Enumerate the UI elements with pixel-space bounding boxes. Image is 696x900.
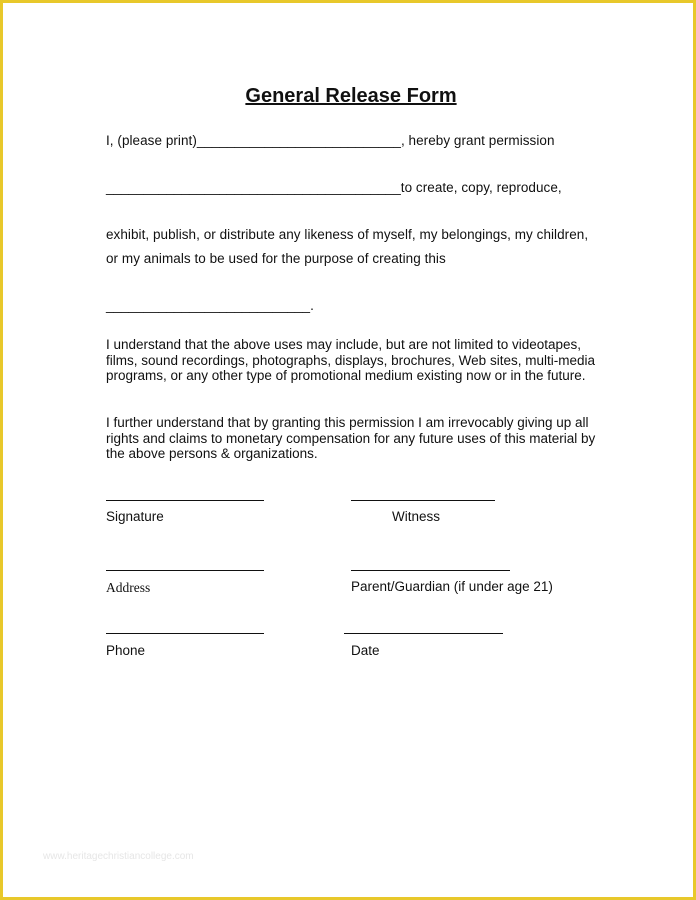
signature-line[interactable]: [106, 500, 264, 501]
usage-line-1: exhibit, publish, or distribute any likeness of myself, my belongings, my children,: [106, 227, 589, 242]
witness-line[interactable]: [351, 500, 495, 501]
date-line[interactable]: [344, 633, 503, 634]
phone-label: Phone: [106, 643, 146, 658]
usage-line-2: or my animals to be used for the purpose of creating this: [106, 251, 446, 266]
date-label: Date: [351, 643, 380, 658]
parent-guardian-line[interactable]: [351, 570, 510, 571]
purpose-line: ___________________________.: [106, 298, 314, 313]
form-title: General Release Form: [245, 85, 457, 107]
watermark-text: www.heritagechristiancollege.com: [43, 851, 194, 862]
grant-line: I, (please print)___________________________, hereby grant permission: [106, 133, 555, 148]
address-label: Address: [106, 580, 151, 595]
address-line[interactable]: [106, 570, 264, 571]
waiver-paragraph: I further understand that by granting this permission I am irrevocably giving up all rights and claims to monetary compensation for any future uses of this material by the above persons & organizations.: [106, 415, 596, 462]
grantee-line: _______________________________________to create, copy, reproduce,: [106, 180, 562, 195]
parent-guardian-label: Parent/Guardian (if under age 21): [351, 579, 553, 594]
signature-label: Signature: [106, 509, 164, 524]
witness-label: Witness: [392, 509, 441, 524]
phone-line[interactable]: [106, 633, 264, 634]
uses-paragraph: I understand that the above uses may include, but are not limited to videotapes, films, sound recordings, photographs, displays, brochures, Web sites, multi-media programs, or any other type of promotional medium existing now or in the future.: [106, 337, 595, 384]
